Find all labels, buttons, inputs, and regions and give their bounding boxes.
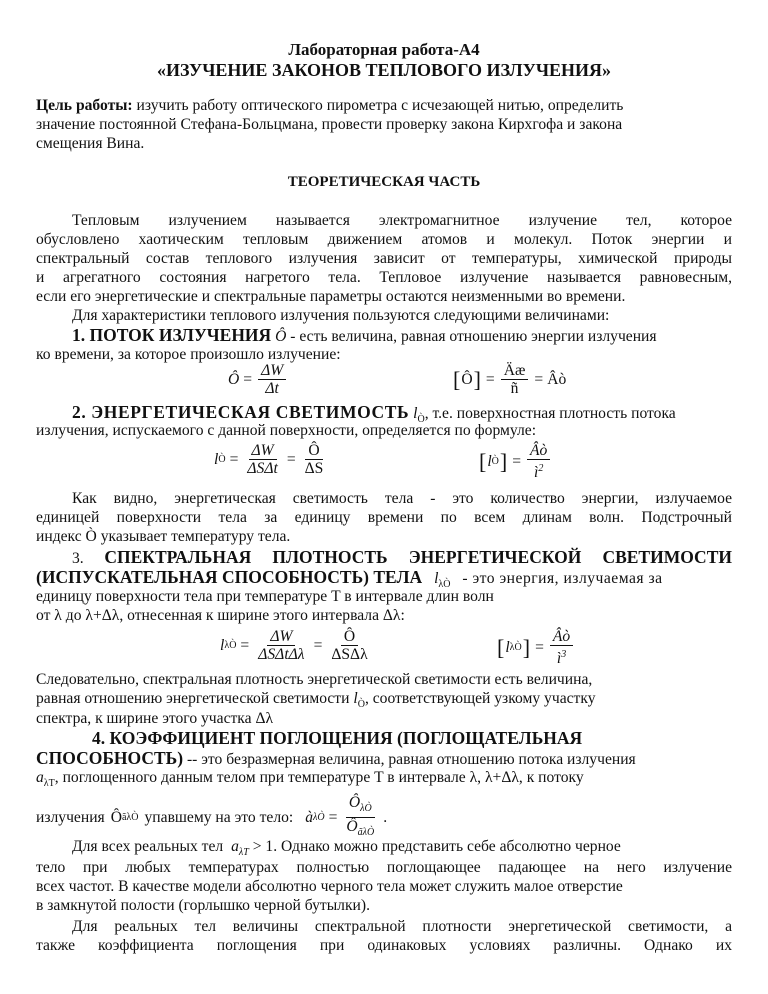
item2-units — [478, 442, 552, 481]
item1-u-eq2: = — [534, 370, 544, 388]
item3-text: - это энергия, излучаемая за — [462, 570, 663, 587]
item2-u-den: ì — [534, 464, 539, 482]
item2-formula — [214, 442, 328, 477]
item3-u-eq: = — [535, 638, 544, 656]
item4-ineq-sub: λT — [238, 847, 249, 859]
item1-units — [452, 362, 566, 397]
item3-after-1: Следовательно, спектральная плотность энергетической светимости есть величина, — [36, 671, 593, 688]
goal-label: Цель работы: — [36, 97, 133, 114]
item2-f-fraction-1 — [244, 442, 280, 477]
item4-symbol-sub: λT — [43, 778, 55, 790]
item1-u-num: Äæ — [501, 362, 529, 380]
item3-u-lhs: l — [505, 638, 510, 656]
item3-units — [496, 628, 575, 667]
item3-f-fraction-1 — [255, 628, 307, 663]
item2-after-2: единицей поверхности тела за единицу времени по всем длинам волн. Подстрочный — [36, 509, 732, 526]
item2-symbol: l — [413, 405, 418, 422]
item4-ineq-sym: a — [231, 838, 239, 855]
item4-f-num-wrap — [346, 794, 375, 818]
item3-heading-line — [36, 548, 732, 568]
item4-symbol: a — [36, 769, 44, 786]
item4-after-3: всех частот. В качестве модели абсолютно черного тела может служить малое отверстие — [36, 878, 623, 895]
item3-after-symbol: l — [353, 690, 358, 707]
item2-f-num1: ΔW — [249, 442, 277, 460]
item3-u-num: Âò — [550, 628, 573, 646]
item4-heading-line — [36, 729, 768, 749]
goal-text-1: изучить работу оптического пирометра с исчезающей нитью, определить — [136, 97, 624, 114]
item3-f-eq2: = — [313, 636, 323, 654]
item4-after-6: также коэффициента поглощения при одинаковых условиях различны. Однако их — [36, 937, 732, 954]
item1-heading: 1. ПОТОК ИЗЛУЧЕНИЯ — [72, 325, 272, 345]
item2-text: , т.е. поверхностная плотность потока — [424, 405, 676, 422]
item1-symbol: Ô — [275, 328, 287, 345]
item1-u-bracket-open: [ — [453, 366, 461, 392]
item1-u-bracket-close: ] — [473, 366, 481, 392]
item2-f-eq1: = — [229, 450, 239, 468]
item2-u-lhs-sub: Ò — [491, 456, 499, 468]
intro-line-1: Тепловым излучением называется электромагнитное излучение тел, которое — [72, 212, 732, 229]
item3-f-lhs: l — [220, 636, 225, 654]
intro-line-3: спектральный состав теплового излучения зависит от температуры, химической природы — [36, 250, 732, 267]
item2-u-bracket-open: [ — [479, 448, 487, 474]
item2-u-den-wrap — [531, 460, 546, 481]
item4-ineq-rel: > 1 — [252, 838, 274, 855]
item3-heading-a: СПЕКТРАЛЬНАЯ ПЛОТНОСТЬ ЭНЕРГЕТИЧЕСКОЙ СВЕТИМОСТИ — [104, 547, 732, 567]
item2-line-2: излучения, испускаемого с данной поверхности, определяется по формуле: — [36, 422, 537, 439]
goal-line-2: значение постоянной Стефана-Больцмана, провести проверку закона Кирхгофа и закона — [36, 116, 623, 133]
item1-text: - есть величина, равная отношению энергии излучения — [290, 328, 657, 345]
item2-f-lhs: l — [214, 450, 219, 468]
lab-subtitle: «ИЗУЧЕНИЕ ЗАКОНОВ ТЕПЛОВОГО ИЗЛУЧЕНИЯ» — [156, 60, 612, 80]
item4-f-den-sub: ãλÒ — [357, 827, 375, 839]
item3-u-pow: 3 — [561, 649, 567, 660]
item1-f-den: Δt — [265, 380, 279, 397]
item1-f-lhs: Ô — [228, 370, 240, 388]
item4-f-lhs: à — [305, 808, 314, 826]
item2-after-1: Как видно, энергетическая светимость тела - это количество энергии, излучаемое — [72, 490, 732, 507]
item4-f-num: Ô — [348, 794, 361, 811]
item3-after-3: спектра, к ширине этого участка Δλ — [36, 710, 274, 727]
item4-f-period: . — [383, 808, 388, 826]
item4-f-eq: = — [328, 808, 338, 826]
item2-u-pow: 2 — [538, 463, 544, 474]
item3-f-den2: ΔSΔλ — [331, 646, 368, 663]
item4-line-3a: излучения — [36, 808, 105, 826]
item3-formula — [220, 628, 373, 663]
section-title: ТЕОРЕТИЧЕСКАЯ ЧАСТЬ — [287, 174, 481, 190]
item3-number: 3. — [72, 550, 84, 567]
item3-u-bracket-open: [ — [497, 634, 505, 660]
item2-u-eq: = — [512, 452, 522, 470]
item4-f-lhs-sub: λÒ — [313, 812, 325, 824]
item2-after-3: индекс Ò указывает температуру тела. — [36, 528, 291, 545]
item2-f-den1: ΔSΔt — [247, 460, 278, 477]
item1-u-rhs: Âò — [547, 370, 567, 388]
item1-formula — [228, 362, 288, 397]
item3-u-bracket-close: ] — [522, 634, 531, 660]
item3-line-3: от λ до λ+Δλ, отнесенная к ширине этого интервала Δλ: — [36, 607, 405, 624]
intro-line-2: обусловлено хаотическим тепловым движением атомов и молекул. Поток энергии и — [36, 231, 732, 248]
item3-heading-b: (ИСПУСКАТЕЛЬНАЯ СПОСОБНОСТЬ) ТЕЛА — [36, 567, 423, 587]
item2-f-den2: ΔS — [304, 460, 324, 477]
item4-heading-line-2 — [36, 749, 732, 769]
item2-u-lhs: l — [487, 452, 492, 470]
intro-line-5: если его энергетические и спектральные параметры остаются неизменными во времени. — [36, 288, 626, 305]
item3-f-den1: ΔSΔtΔλ — [258, 646, 305, 663]
item2-f-fraction-2 — [302, 442, 327, 477]
item1-line-2: ко времени, за которое произошло излучение: — [36, 346, 341, 363]
item3-line-2: единицу поверхности тела при температуре T в интервале длин волн — [36, 588, 494, 605]
item3-after-2b: , соответствующей узкому участку — [364, 690, 596, 707]
item3-f-eq1: = — [240, 636, 250, 654]
item2-u-bracket-close: ] — [499, 448, 508, 474]
item1-u-lhs: Ô — [461, 370, 473, 388]
item2-u-num: Âò — [527, 442, 550, 460]
item4-after-1a: Для всех реальных тел — [72, 838, 224, 855]
item3-u-fraction — [550, 628, 573, 667]
lab-title: Лабораторная работа-А4 — [288, 40, 480, 59]
item2-f-eq2: = — [286, 450, 296, 468]
intro-line-6: Для характеристики теплового излучения пользуются следующими величинами: — [72, 307, 610, 324]
item4-after-1b: . Однако можно представить себе абсолютно черное — [273, 838, 621, 855]
item2-f-lhs-sub: Ò — [218, 454, 226, 465]
item3-u-den: ì — [556, 650, 562, 668]
item4-heading-a: 4. КОЭФФИЦИЕНТ ПОГЛОЩЕНИЯ (ПОГЛОЩАТЕЛЬНАЯ — [92, 728, 583, 748]
item4-f-den: Ô — [346, 818, 358, 836]
item1-f-fraction — [258, 362, 286, 397]
goal-line-1 — [36, 97, 732, 115]
item2-f-num2: Ô — [305, 442, 322, 460]
item3-u-lhs-sub: λÒ — [509, 642, 522, 654]
item4-line-2-text: , поглощенного данным телом при температуре T в интервале λ, λ+Δλ, к потоку — [54, 769, 584, 786]
item4-line-3-sub: ãλÒ — [121, 812, 139, 824]
item1-f-eq: = — [243, 370, 253, 388]
item2-u-fraction — [527, 442, 550, 481]
item3-u-den-wrap — [554, 646, 569, 667]
item4-line-3b: упавшему на это тело: — [144, 808, 294, 826]
item1-u-fraction — [501, 362, 529, 397]
item4-heading-b: СПОСОБНОСТЬ) — [36, 748, 184, 768]
item4-line-3 — [36, 794, 387, 841]
item3-symbol-sub: λÒ — [438, 579, 451, 591]
item1-f-num: ΔW — [258, 362, 286, 380]
item1-u-den: ñ — [510, 380, 519, 397]
item4-line-2 — [36, 769, 732, 793]
item3-symbol: l — [434, 570, 439, 587]
item3-f-lhs-sub: λÒ — [224, 640, 237, 651]
item3-f-num1: ΔW — [267, 628, 295, 646]
item4-line-3-sym: Ô — [110, 808, 122, 826]
item3-after-2a: равная отношению энергетической светимости — [36, 690, 350, 707]
item4-after-2: тело при любых температурах полностью поглощающее падающее на него излучение — [36, 859, 732, 876]
item4-text: -- это безразмерная величина, равная отношению потока излучения — [186, 751, 636, 768]
item3-after-symbol-sub: Ò — [357, 699, 365, 711]
intro-line-4: и агрегатного состояния нагретого тела. Тепловое излучение называется равновесным, — [36, 269, 732, 286]
item4-f-num-sub: λÒ — [360, 803, 372, 815]
item1-u-eq: = — [485, 370, 495, 388]
item4-f-fraction — [343, 794, 377, 841]
item1-heading-line — [36, 326, 768, 346]
item4-after-4: в замкнутой полости (горлышко черной бутылки). — [36, 897, 370, 914]
goal-line-3: смещения Вина. — [36, 135, 145, 152]
item3-f-fraction-2 — [328, 628, 370, 663]
item4-after-5: Для реальных тел величины спектральной плотности энергетической светимости, а — [72, 918, 732, 935]
item2-symbol-sub: Ò — [417, 414, 425, 426]
item3-f-num2: Ô — [341, 628, 358, 646]
item2-heading: 2. ЭНЕРГЕТИЧЕСКАЯ СВЕТИМОСТЬ — [72, 402, 410, 422]
